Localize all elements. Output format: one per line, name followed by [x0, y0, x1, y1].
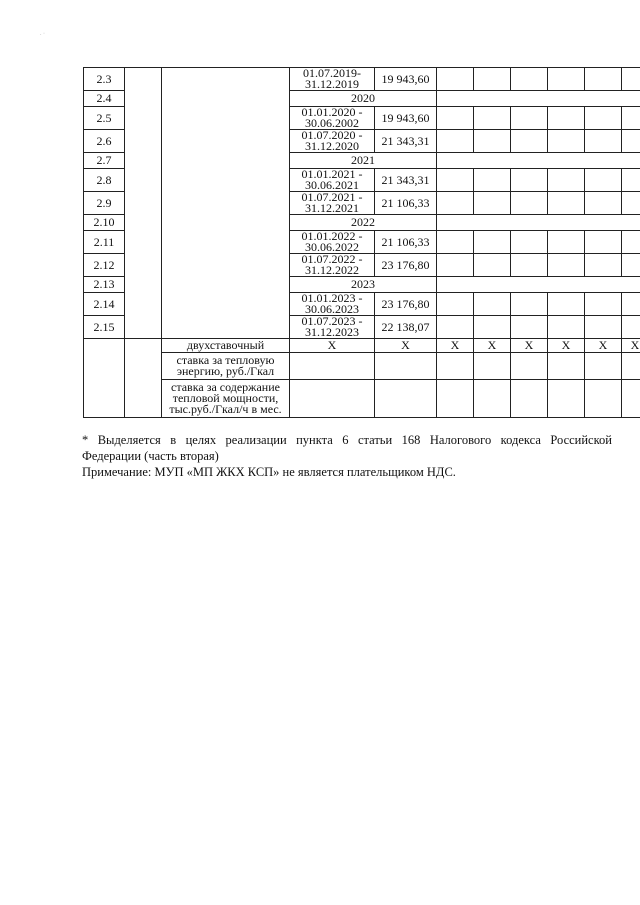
- empty-cell: [474, 254, 511, 277]
- x-mark: X: [548, 339, 585, 353]
- x-mark: X: [585, 339, 622, 353]
- tariff-table: [83, 67, 640, 418]
- x-mark: X: [290, 339, 375, 353]
- tariff-value: 21 343,31: [375, 130, 437, 153]
- empty-cell: [511, 316, 548, 339]
- empty-cell: [437, 293, 474, 316]
- rate-capacity-label: ставка за содержание тепловой мощности, тыс.руб./Гкал/ч в мес.: [162, 380, 290, 418]
- empty-cell: [548, 353, 585, 380]
- row-number: 2.12: [84, 254, 125, 277]
- empty-cell: [585, 107, 622, 130]
- empty-cell: [474, 130, 511, 153]
- empty-cell: [437, 231, 474, 254]
- empty-cell: [290, 380, 375, 418]
- empty-cell: [548, 169, 585, 192]
- merged-cell-col1: [84, 339, 125, 418]
- empty-cell: [437, 169, 474, 192]
- x-mark: X: [511, 339, 548, 353]
- tariff-value: 23 176,80: [375, 254, 437, 277]
- empty-cell: [548, 130, 585, 153]
- empty-cell: [622, 254, 640, 277]
- table-row-rate-capacity: [84, 380, 640, 418]
- empty-cell: [474, 380, 511, 418]
- empty-cell: [511, 231, 548, 254]
- tariff-value: 21 106,33: [375, 192, 437, 215]
- empty-cell: [437, 107, 474, 130]
- empty-cell: [585, 130, 622, 153]
- row-number: 2.5: [84, 107, 125, 130]
- period-cell: 01.07.2022 - 31.12.2022: [290, 254, 375, 277]
- period-cell: 01.07.2019- 31.12.2019: [290, 68, 375, 91]
- tariff-value: 19 943,60: [375, 68, 437, 91]
- row-number: 2.7: [84, 153, 125, 169]
- empty-cell: [622, 169, 640, 192]
- row-number: 2.4: [84, 91, 125, 107]
- empty-cell: [622, 316, 640, 339]
- row-number: 2.15: [84, 316, 125, 339]
- empty-cell: [474, 107, 511, 130]
- x-mark: X: [622, 339, 640, 353]
- row-number: 2.11: [84, 231, 125, 254]
- empty-cell: [511, 353, 548, 380]
- empty-cell: [622, 107, 640, 130]
- table-row-rate-energy: [84, 353, 640, 380]
- empty-cell: [622, 380, 640, 418]
- empty-cell: [548, 107, 585, 130]
- empty-cell: [622, 130, 640, 153]
- empty-cell: [437, 316, 474, 339]
- merged-cell-col3: [162, 68, 290, 339]
- empty-cell: [511, 192, 548, 215]
- remark: Примечание: МУП «МП ЖКХ КСП» не является плательщиком НДС.: [82, 465, 456, 479]
- two-part-label: двухставочный: [162, 339, 290, 353]
- empty-cell: [622, 293, 640, 316]
- empty-cell: [585, 192, 622, 215]
- row-number: 2.14: [84, 293, 125, 316]
- period-cell: 01.07.2023 - 31.12.2023: [290, 316, 375, 339]
- empty-cell: [548, 68, 585, 91]
- empty-cell: [548, 231, 585, 254]
- tariff-table-body: [84, 68, 640, 418]
- year-header: 2020: [290, 91, 437, 107]
- empty-cell: [622, 231, 640, 254]
- empty-cell: [511, 169, 548, 192]
- merged-cell-col2: [125, 339, 162, 418]
- rate-energy-label: ставка за тепловую энергию, руб./Гкал: [162, 353, 290, 380]
- empty-cell: [511, 293, 548, 316]
- year-header: 2023: [290, 277, 437, 293]
- empty-cell: [585, 254, 622, 277]
- year-empty-cell: [437, 215, 640, 231]
- footnote-line-2: Федерации (часть вторая): [82, 449, 219, 463]
- empty-cell: [622, 68, 640, 91]
- footnote: [82, 432, 612, 464]
- empty-cell: [585, 380, 622, 418]
- footnote-line-1: * Выделяется в целях реализации пункта 6 статьи 168 Налогового кодекса Российской: [82, 433, 612, 447]
- empty-cell: [474, 353, 511, 380]
- empty-cell: [585, 316, 622, 339]
- table-row: [84, 68, 640, 91]
- empty-cell: [548, 254, 585, 277]
- empty-cell: [511, 254, 548, 277]
- period-cell: 01.07.2021 - 31.12.2021: [290, 192, 375, 215]
- year-empty-cell: [437, 91, 640, 107]
- period-cell: 01.01.2023 - 30.06.2023: [290, 293, 375, 316]
- period-cell: 01.01.2020 - 30.06.2002: [290, 107, 375, 130]
- empty-cell: [474, 192, 511, 215]
- empty-cell: [585, 353, 622, 380]
- period-cell: 01.01.2022 - 30.06.2022: [290, 231, 375, 254]
- empty-cell: [585, 68, 622, 91]
- x-mark: X: [474, 339, 511, 353]
- empty-cell: [474, 68, 511, 91]
- row-number: 2.13: [84, 277, 125, 293]
- empty-cell: [548, 293, 585, 316]
- empty-cell: [437, 254, 474, 277]
- empty-cell: [437, 130, 474, 153]
- tariff-value: 23 176,80: [375, 293, 437, 316]
- period-cell: 01.07.2020 - 31.12.2020: [290, 130, 375, 153]
- empty-cell: [437, 380, 474, 418]
- empty-cell: [511, 130, 548, 153]
- row-number: 2.8: [84, 169, 125, 192]
- empty-cell: [437, 353, 474, 380]
- empty-cell: [511, 68, 548, 91]
- empty-cell: [375, 380, 437, 418]
- empty-cell: [290, 353, 375, 380]
- x-mark: X: [437, 339, 474, 353]
- tariff-value: 22 138,07: [375, 316, 437, 339]
- row-number: 2.9: [84, 192, 125, 215]
- year-empty-cell: [437, 153, 640, 169]
- notes-block: [82, 432, 612, 480]
- empty-cell: [474, 169, 511, 192]
- empty-cell: [474, 293, 511, 316]
- tariff-value: 21 343,31: [375, 169, 437, 192]
- empty-cell: [622, 353, 640, 380]
- year-empty-cell: [437, 277, 640, 293]
- tariff-value: 19 943,60: [375, 107, 437, 130]
- period-cell: 01.01.2021 - 30.06.2021: [290, 169, 375, 192]
- merged-cell-col2: [125, 68, 162, 339]
- empty-cell: [585, 169, 622, 192]
- empty-cell: [375, 353, 437, 380]
- year-header: 2021: [290, 153, 437, 169]
- empty-cell: [474, 316, 511, 339]
- tariff-value: 21 106,33: [375, 231, 437, 254]
- empty-cell: [548, 192, 585, 215]
- empty-cell: [511, 107, 548, 130]
- empty-cell: [622, 192, 640, 215]
- scan-mark: . ·: [40, 31, 45, 37]
- table-row-two-part: [84, 339, 640, 353]
- row-number: 2.6: [84, 130, 125, 153]
- x-mark: X: [375, 339, 437, 353]
- empty-cell: [511, 380, 548, 418]
- empty-cell: [437, 192, 474, 215]
- empty-cell: [437, 68, 474, 91]
- empty-cell: [585, 231, 622, 254]
- empty-cell: [474, 231, 511, 254]
- year-header: 2022: [290, 215, 437, 231]
- empty-cell: [548, 316, 585, 339]
- empty-cell: [548, 380, 585, 418]
- empty-cell: [585, 293, 622, 316]
- row-number: 2.3: [84, 68, 125, 91]
- row-number: 2.10: [84, 215, 125, 231]
